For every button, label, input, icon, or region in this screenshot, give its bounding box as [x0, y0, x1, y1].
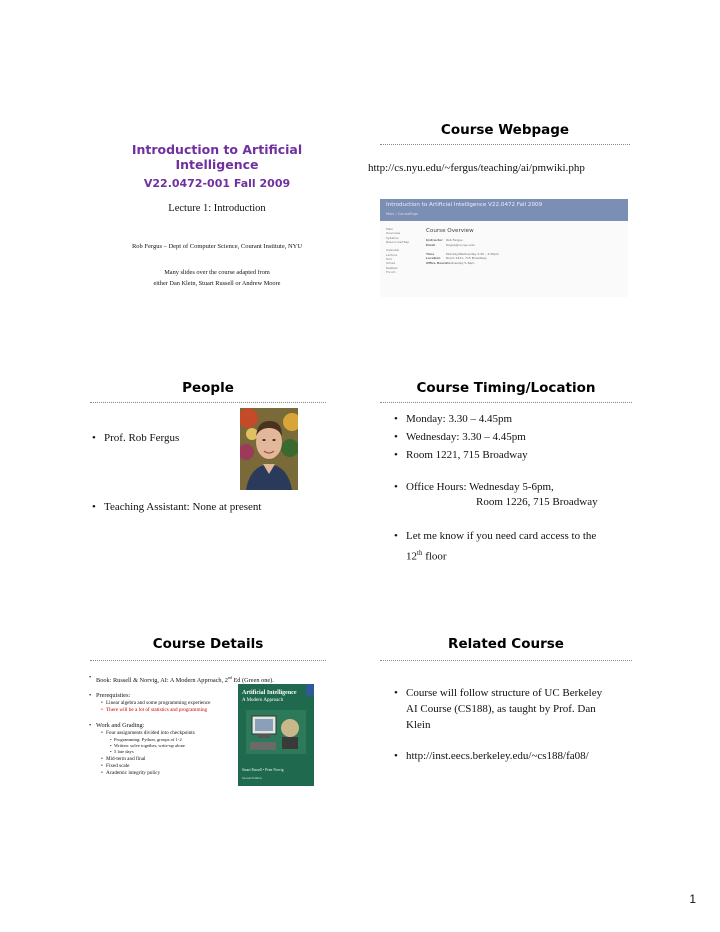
prereq-statistics-warning: • There will be a lot of statistics and programming	[106, 707, 207, 714]
slide-title: Course Details	[152, 636, 264, 652]
screenshot-side-link: Overview	[386, 231, 401, 236]
grading-late-days: • 5 late days	[114, 749, 134, 755]
slide-title: Course Webpage	[440, 122, 570, 138]
grading-integrity: • Academic integrity policy	[106, 770, 160, 777]
slide-title: Related Course	[448, 636, 564, 652]
credit-line-2: either Dan Klein, Stuart Russell or Andrew Moore	[153, 280, 281, 287]
office-hours-room: Room 1226, 715 Broadway	[476, 496, 598, 508]
grading-scale: • Fixed scale	[106, 763, 129, 770]
slide-course-details	[90, 636, 326, 836]
webpage-screenshot	[380, 199, 628, 297]
course-url[interactable]: http://cs.nyu.edu/~fergus/teaching/ai/pmwiki.php	[368, 162, 585, 174]
screenshot-info-value: fergus@cs.nyu.edu	[446, 242, 475, 247]
title-divider	[90, 660, 326, 661]
grading-written: • Written: solve together, write-up alone	[114, 743, 185, 749]
screenshot-info-value: Rob Fergus	[446, 238, 463, 242]
bullet-professor: • Prof. Rob Fergus	[104, 431, 179, 446]
textbook-edition: Second Edition	[242, 776, 262, 780]
screenshot-info-table	[426, 238, 499, 266]
page-number: 1	[689, 892, 696, 906]
screenshot-info-row	[426, 261, 499, 266]
screenshot-side-link: Main	[386, 227, 394, 231]
screenshot-side-link: Related	[386, 265, 398, 270]
title-divider	[380, 660, 632, 661]
screenshot-info-value: Wednesday 5–6pm	[446, 260, 475, 265]
professor-photo	[240, 408, 298, 490]
screenshot-sidebar	[386, 227, 416, 274]
grading-assignments: • Four assignments divided into checkpoints	[106, 730, 195, 737]
bullet-card-access: • Let me know if you need card access to the	[406, 529, 596, 544]
slide-related-course	[380, 636, 632, 836]
screenshot-info-key: Office Hours	[426, 260, 447, 265]
book-text: Book: Russell & Norvig, AI: A Modern Approach, 2	[96, 677, 228, 685]
bullet-work-grading: • Work and Grading:	[96, 722, 144, 730]
textbook-subtitle: A Modern Approach	[242, 698, 284, 703]
book-edition-suffix: nd	[227, 675, 232, 680]
bullet-berkeley-url[interactable]: • http://inst.eecs.berkeley.edu/~cs188/fa08/	[406, 749, 589, 764]
banner-subtitle: Main / CourseFaqs	[386, 212, 418, 216]
card-access-cont	[406, 546, 447, 565]
screenshot-heading: Course Overview	[426, 228, 474, 234]
bullet-wednesday: • Wednesday: 3.30 – 4.45pm	[406, 430, 526, 445]
book-text-end: Ed (Green one).	[231, 677, 274, 685]
screenshot-info-key: Instructor	[426, 238, 443, 242]
bullet-office-hours: • Office Hours: Wednesday 5-6pm,	[406, 480, 554, 495]
screenshot-info-key: Time	[426, 251, 435, 256]
course-code: V22.0472-001 Fall 2009	[143, 177, 291, 190]
screenshot-side-link: Forum	[386, 269, 396, 274]
title-divider	[380, 144, 630, 145]
slide-intro	[92, 122, 342, 322]
floor-word: floor	[422, 550, 447, 563]
slide-title: People	[182, 380, 234, 396]
lecture-title: Lecture 1: Introduction	[168, 203, 266, 214]
banner-title: Introduction to Artificial Intelligence V22.0472 Fall 2009	[386, 202, 543, 208]
screenshot-side-link: Lecture	[386, 252, 398, 257]
bullet-monday: • Monday: 3.30 – 4.45pm	[406, 412, 512, 427]
prereq-linear-algebra: • Linear algebra and some programming experience	[106, 700, 210, 707]
textbook-spine-stripe	[306, 684, 314, 696]
bullet-prerequisites: • Prerequisites:	[96, 692, 130, 700]
screenshot-info-key: Email	[426, 242, 436, 247]
bullet-room: • Room 1221, 715 Broadway	[406, 448, 528, 463]
title-divider	[380, 402, 632, 403]
credit-line-1: Many slides over the course adapted from	[164, 269, 270, 276]
grading-programming: • Programming: Python, groups of 1-2	[114, 737, 182, 743]
slide-people	[90, 380, 326, 580]
floor-suffix: th	[417, 549, 423, 557]
slide-course-timing	[380, 380, 632, 590]
screenshot-info-value: Monday/Wednesday 3:30 – 4:45pm	[446, 251, 499, 256]
textbook-authors: Stuart Russell • Peter Norvig	[242, 768, 284, 772]
screenshot-side-link: Syllabus	[386, 235, 399, 240]
berkeley-course-line3: Klein	[406, 719, 431, 731]
author-line: Rob Fergus – Dept of Computer Science, Courant Institute, NYU	[131, 243, 303, 250]
screenshot-side-link: Sched	[386, 261, 396, 266]
slide-title: Course Timing/Location	[416, 380, 596, 396]
title-divider	[90, 402, 326, 403]
screenshot-side-link: Calendar	[386, 248, 400, 253]
floor-number: 12	[406, 550, 417, 563]
screenshot-side-link: Resources/Help	[386, 239, 410, 244]
screenshot-side-link: Turk	[386, 257, 393, 262]
bullet-teaching-assistant: • Teaching Assistant: None at present	[104, 500, 261, 515]
berkeley-course-line2: AI Course (CS188), as taught by Prof. Dan	[406, 703, 596, 715]
screenshot-info-key: Location	[426, 256, 441, 261]
screenshot-banner	[380, 199, 628, 221]
textbook-cover	[238, 684, 314, 786]
bullet-berkeley-course: • Course will follow structure of UC Berkeley	[406, 686, 602, 701]
grading-exams: • Mid-term and final	[106, 756, 145, 763]
screenshot-info-value: Room 1221, 715 Broadway	[446, 256, 487, 261]
textbook-cover-image	[246, 710, 306, 754]
slide-course-webpage	[368, 122, 630, 322]
textbook-title: Artificial Intelligence	[242, 690, 297, 696]
slide-title: Introduction to Artificial Intelligence	[131, 142, 303, 172]
